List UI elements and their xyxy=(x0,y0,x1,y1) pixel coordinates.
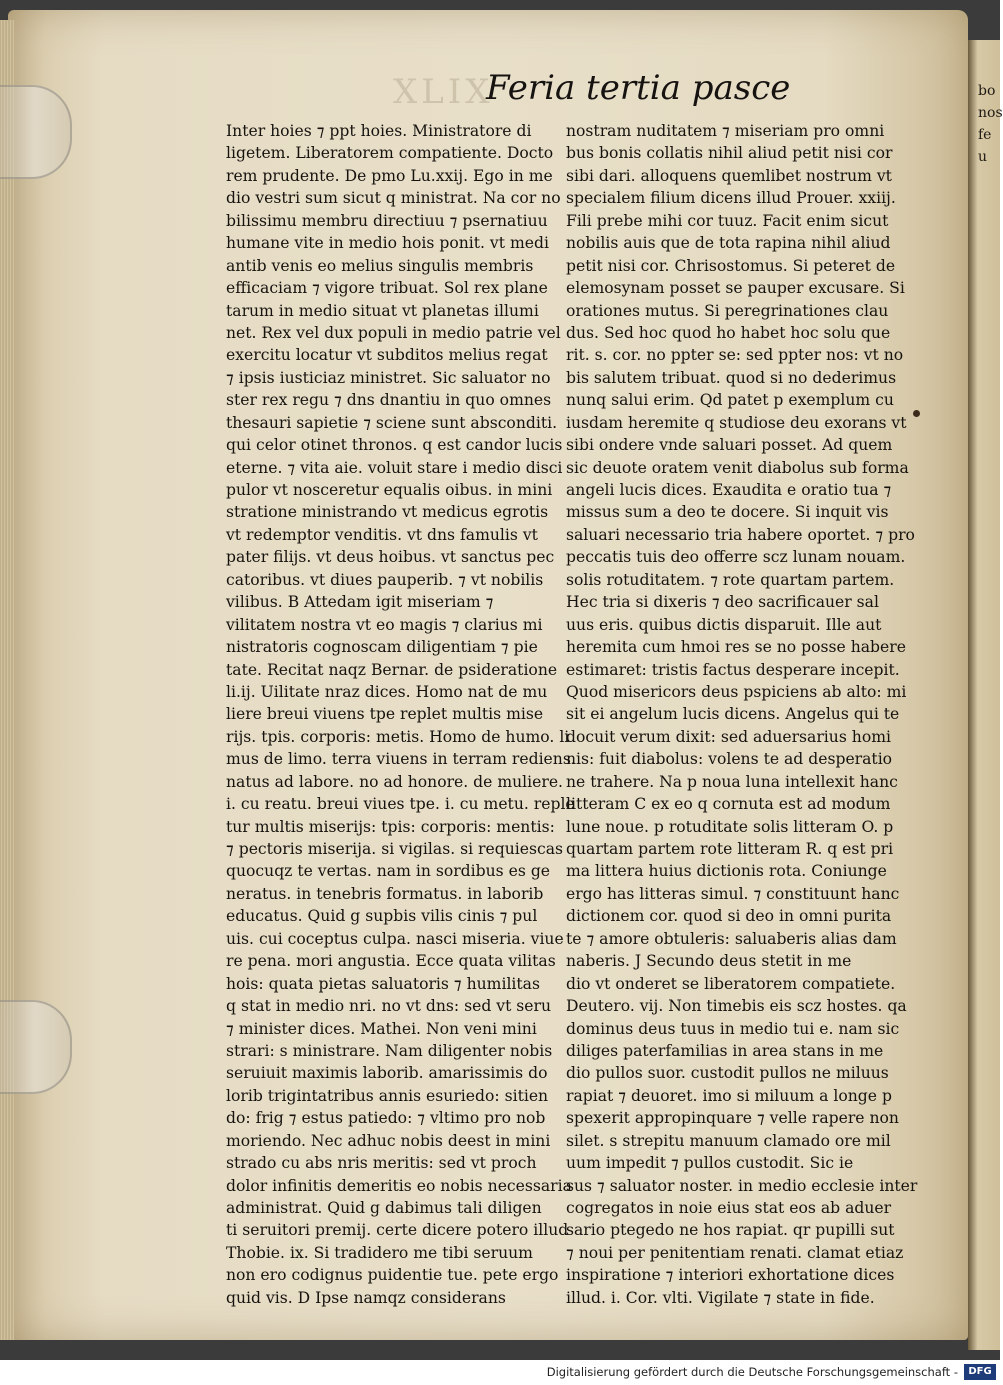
text-line: seruiuit maximis laborib. amarissimis do xyxy=(226,1064,548,1083)
text-line: ligetem. Liberatorem compatiente. Docto xyxy=(226,144,554,163)
text-line: docuit verum dixit: sed aduersarius homi xyxy=(566,727,891,746)
text-line: dio vestri sum sicut q ministrat. Na cor no xyxy=(226,189,561,208)
text-line: bilissimu membru directiuu ⁊ psernatiuu xyxy=(226,211,548,230)
text-line: illud. i. Cor. vlti. Vigilate ⁊ state in fide. xyxy=(566,1288,875,1307)
text-line: dictionem cor. quod si deo in omni purita xyxy=(566,907,892,926)
text-line: iusdam heremite q studiose deu exorans vt xyxy=(566,413,907,432)
book-page xyxy=(8,10,968,1340)
ink-spot xyxy=(913,410,920,417)
text-line: saluari necessario tria habere oportet. ⁊ pro xyxy=(566,525,915,544)
text-line: spexerit appropinquare ⁊ velle rapere non xyxy=(566,1109,899,1128)
text-line: exercitu locatur vt subditos melius regat xyxy=(226,346,548,365)
text-line: bis salutem tribuat. quod si no dederimus xyxy=(566,368,897,387)
text-line: inspiratione ⁊ interiori exhortatione dices xyxy=(566,1266,895,1285)
text-line: strado cu abs nris meritis: sed vt proch xyxy=(226,1154,537,1173)
text-line: Hec tria si dixeris ⁊ deo sacrificauer sal xyxy=(566,593,879,612)
text-line: litteram C ex eo q cornuta est ad modum xyxy=(566,795,891,814)
text-line: sic deuote oratem venit diabolus sub forma xyxy=(566,458,909,477)
text-line: pulor vt nosceretur equalis oibus. in mini xyxy=(226,481,553,499)
text-line: ma littera huius dictionis rota. Coniunge xyxy=(566,862,887,881)
text-line: rapiat ⁊ deuoret. imo si miluum a longe p xyxy=(566,1086,892,1105)
dfg-logo: DFG xyxy=(964,1364,996,1380)
text-line: re pena. mori angustia. Ecce quata vilitas xyxy=(226,952,556,971)
text-line: efficaciam ⁊ vigore tribuat. Sol rex plane xyxy=(226,279,548,298)
text-line: angeli lucis dices. Exaudita e oratio tua ⁊ xyxy=(566,481,892,499)
text-line: nobilis auis que de tota rapina nihil aliud xyxy=(566,234,891,253)
fore-edge xyxy=(0,20,14,1340)
adjacent-page-fragment: fe xyxy=(978,127,992,143)
text-line: quid vis. D Ipse namqz considerans xyxy=(226,1288,506,1307)
adjacent-page-edge xyxy=(968,40,1003,1350)
text-line: solis rotuditatem. ⁊ rote quartam partem. xyxy=(566,570,895,589)
text-line: ster rex regu ⁊ dns dnantiu in quo omnes xyxy=(226,391,552,410)
text-line: administrat. Quid g dabimus tali diligen xyxy=(226,1199,542,1217)
text-line: rem prudente. De pmo Lu.xxij. Ego in me xyxy=(226,166,553,185)
text-line: ergo has litteras simul. ⁊ constituunt hanc xyxy=(566,884,900,903)
text-line: catoribus. vt diues pauperib. ⁊ vt nobilis xyxy=(226,570,544,589)
text-line: dio pullos suor. custodit pullos ne miluus xyxy=(566,1064,889,1083)
text-line: ne trahere. Na p noua luna intellexit hanc xyxy=(566,772,898,791)
adjacent-page-fragment: bo xyxy=(978,83,996,99)
funding-notice: Digitalisierung gefördert durch die Deutsche Forschungsgemeinschaft - xyxy=(546,1365,958,1379)
footer-bar xyxy=(0,1360,1000,1385)
text-line: uus eris. quibus dictis disparuit. Ille aut xyxy=(566,615,882,634)
text-line: stratione ministrando vt medicus egrotis xyxy=(226,503,549,522)
text-line: peccatis tuis deo offerre scz lunam nouam. xyxy=(566,548,906,567)
text-line: sario ptegedo ne hos rapiat. qr pupilli sut xyxy=(566,1221,895,1240)
text-line: te ⁊ amore obtuleris: saluaberis alias dam xyxy=(566,929,897,948)
text-line: ti seruitori premij. certe dicere potero illud xyxy=(226,1221,569,1240)
text-line: specialem filium dicens illud Prouer. xxiij. xyxy=(566,189,896,208)
text-line: rijs. tpis. corporis: metis. Homo de humo. li xyxy=(226,727,570,746)
text-line: quocuqz te vertas. nam in sordibus es ge xyxy=(226,862,551,881)
text-line: vt redemptor venditis. vt dns famulis vt xyxy=(226,525,538,544)
text-line: sibi ondere vnde saluari posset. Ad quem xyxy=(566,436,893,455)
text-line: tate. Recitat naqz Bernar. de psideratione xyxy=(226,660,558,679)
text-line: sus ⁊ saluator noster. in medio ecclesie inter xyxy=(566,1176,918,1195)
text-line: vilibus. B Attedam igit miseriam ⁊ xyxy=(226,593,494,612)
text-line: dio vt onderet se liberatorem compatiete. xyxy=(566,974,896,993)
text-line: ⁊ noui per penitentiam renati. clamat etiaz xyxy=(566,1243,904,1262)
left-text-column xyxy=(226,120,576,1309)
adjacent-page-fragment: u xyxy=(978,149,988,165)
text-line: Thobie. ix. Si tradidero me tibi seruum xyxy=(226,1243,533,1262)
text-line: strari: s ministrare. Nam diligenter nobis xyxy=(226,1041,553,1060)
text-line: do: frig ⁊ estus patiedo: ⁊ vltimo pro nob xyxy=(226,1109,546,1128)
text-line: heremita cum hmoi res se no posse habere xyxy=(566,638,906,657)
text-line: lorib trigintatribus annis esuriedo: sitien xyxy=(226,1086,549,1105)
text-line: quartam partem rote litteram R. q est pri xyxy=(566,840,894,858)
text-line: orationes mutus. Si peregrinationes clau xyxy=(566,301,889,320)
text-line: liere breui viuens tpe replet multis mise xyxy=(226,705,544,724)
text-line: nistratoris cognoscam diligentiam ⁊ pie xyxy=(226,638,538,657)
text-line: lune noue. p rotuditate solis litteram O. p xyxy=(566,817,894,836)
text-line: humane vite in medio hois ponit. vt medi xyxy=(226,234,549,253)
text-line: cogregatos in noie eius stat eos ab aduer xyxy=(566,1199,892,1217)
adjacent-page-fragment: nos xyxy=(978,105,1003,121)
text-line: eterne. ⁊ vita aie. voluit stare i medio disci xyxy=(226,458,563,477)
clasp-top xyxy=(0,85,72,179)
text-line: net. Rex vel dux populi in medio patrie vel xyxy=(226,323,561,342)
text-line: natus ad labore. no ad honore. de muliere. xyxy=(226,772,564,791)
text-line: nunq salui erim. Qd patet p exemplum cu xyxy=(566,391,894,410)
text-line: Deutero. vij. Non timebis eis scz hostes. qa xyxy=(566,997,907,1016)
text-line: vilitatem nostra vt eo magis ⁊ clarius mi xyxy=(226,615,543,634)
text-line: rit. s. cor. no ppter se: sed ppter nos: vt no xyxy=(566,346,904,365)
text-line: dominus deus tuus in medio tui e. nam sic xyxy=(566,1019,900,1038)
running-title: Feria tertia pasce xyxy=(486,68,791,108)
text-line: Fili prebe mihi cor tuuz. Facit enim sicut xyxy=(566,211,889,230)
text-line: pater filijs. vt deus hoibus. vt sanctus pec xyxy=(226,548,555,567)
right-text-column xyxy=(566,120,918,1309)
text-line: uis. cui coceptus culpa. nasci miseria. viue xyxy=(226,929,564,948)
text-line: ⁊ pectoris miserija. si vigilas. si requiescas xyxy=(226,840,564,858)
text-line: i. cu reatu. breui viues tpe. i. cu metu. reple xyxy=(226,795,575,814)
text-line: petit nisi cor. Chrisostomus. Si peteret de xyxy=(566,256,896,275)
text-line: naberis. J Secundo deus stetit in me xyxy=(566,952,852,971)
ghost-folio-number: XLIX xyxy=(393,72,494,112)
text-line: antib venis eo melius singulis membris xyxy=(226,256,534,275)
text-line: dus. Sed hoc quod ho habet hoc solu que xyxy=(566,323,891,342)
text-line: sit ei angelum lucis dicens. Angelus qui te xyxy=(566,705,900,724)
text-line: Quod misericors deus pspiciens ab alto: mi xyxy=(566,682,907,701)
text-line: ⁊ ipsis iusticiaz ministret. Sic saluator no xyxy=(226,368,551,387)
text-line: Inter hoies ⁊ ppt hoies. Ministratore di xyxy=(226,122,532,140)
text-line: non ero codignus puidentie tue. pete ergo xyxy=(226,1266,559,1285)
text-line: uum impedit ⁊ pullos custodit. Sic ie xyxy=(566,1154,854,1173)
text-line: li.ij. Uilitate nraz dices. Homo nat de mu xyxy=(226,682,548,701)
text-line: educatus. Quid g supbis vilis cinis ⁊ pul xyxy=(226,907,538,926)
text-line: tur multis miserijs: tpis: corporis: mentis: xyxy=(226,817,555,836)
text-line: hois: quata pietas saluatoris ⁊ humilitas xyxy=(226,974,540,993)
text-line: nis: fuit diabolus: volens te ad desperatio xyxy=(566,750,893,769)
text-line: estimaret: tristis factus desperare incepit. xyxy=(566,660,900,679)
text-line: diliges paterfamilias in area stans in me xyxy=(566,1041,884,1060)
text-line: dolor infinitis demeritis eo nobis necessaria xyxy=(226,1176,572,1195)
text-line: sibi dari. alloquens quemlibet nostrum vt xyxy=(566,166,892,185)
text-line: missus sum a deo te docere. Si inquit vis xyxy=(566,503,889,522)
text-line: silet. s strepitu manuum clamado ore mil xyxy=(566,1131,891,1150)
text-line: bus bonis collatis nihil aliud petit nisi cor xyxy=(566,144,893,163)
text-line: nostram nuditatem ⁊ miseriam pro omni xyxy=(566,122,885,140)
text-line: tarum in medio situat vt planetas illumi xyxy=(226,301,539,320)
clasp-bottom xyxy=(0,1000,72,1094)
text-line: qui celor otinet thronos. q est candor lucis xyxy=(226,436,563,455)
text-line: neratus. in tenebris formatus. in laborib xyxy=(226,884,544,903)
text-line: elemosynam posset se pauper excusare. Si xyxy=(566,279,905,298)
text-line: moriendo. Nec adhuc nobis deest in mini xyxy=(226,1131,551,1150)
text-line: mus de limo. terra viuens in terram rediens. xyxy=(226,750,576,769)
text-line: ⁊ minister dices. Mathei. Non veni mini xyxy=(226,1019,537,1038)
text-line: q stat in medio nri. no vt dns: sed vt seru xyxy=(226,997,552,1016)
text-line: thesauri sapietie ⁊ sciene sunt absconditi. xyxy=(226,413,558,432)
